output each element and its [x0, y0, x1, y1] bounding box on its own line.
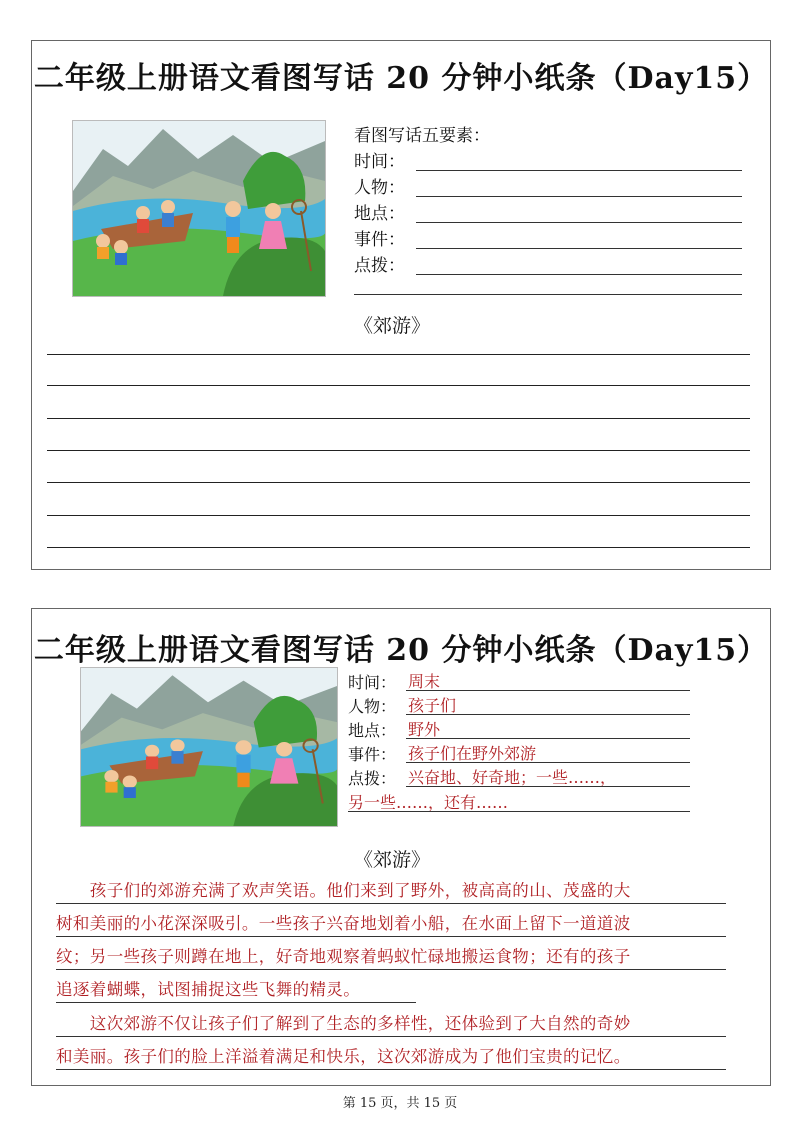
- worksheet-answer: [31, 608, 771, 1086]
- answer-line: [406, 762, 690, 763]
- essay-text: 孩子们的郊游充满了欢声笑语。他们来到了野外，被高高的山、茂盛的大: [56, 881, 631, 900]
- essay-text: 追逐着蝴蝶，试图捕捉这些飞舞的精灵。: [56, 980, 361, 999]
- essay-text: 树和美丽的小花深深吸引。一些孩子兴奋地划着小船，在水面上留下一道道波: [56, 914, 631, 933]
- page-footer: 第 15 页，共 15 页: [342, 1096, 458, 1111]
- element-label: 事件：: [354, 230, 405, 250]
- essay-line: [56, 1040, 726, 1070]
- essay-line: [56, 907, 726, 937]
- answer-row-hint-continued: [348, 790, 690, 812]
- answer-row-event: [348, 741, 690, 763]
- element-row-time: [354, 145, 742, 171]
- elements-heading: 看图写话五要素：: [354, 126, 490, 146]
- writing-line[interactable]: [47, 482, 750, 483]
- element-label: 地点：: [348, 721, 397, 740]
- essay-title: 《郊游》: [354, 849, 431, 871]
- essay-line: [56, 1007, 726, 1037]
- element-answer: 孩子们: [408, 696, 457, 715]
- writing-line[interactable]: [47, 450, 750, 451]
- answer-line: [406, 786, 690, 787]
- element-answer: 野外: [408, 720, 441, 739]
- element-answer: 周末: [408, 672, 441, 691]
- element-row-hint: [354, 249, 742, 275]
- element-row-place: [354, 197, 742, 223]
- element-label: 时间：: [348, 673, 397, 692]
- answer-row-people: [348, 693, 690, 715]
- element-row-event: [354, 223, 742, 249]
- essay-title: 《郊游》: [354, 315, 431, 337]
- element-label: 时间：: [354, 152, 405, 172]
- essay-line: [56, 940, 726, 970]
- answer-line: [406, 690, 690, 691]
- answer-row-time: [348, 669, 690, 691]
- essay-line: [56, 973, 416, 1003]
- worksheet-title: 二年级上册语文看图写话 20 分钟小纸条（Day15）: [33, 61, 769, 96]
- answer-row-hint: [348, 765, 690, 787]
- worksheet-title: 二年级上册语文看图写话 20 分钟小纸条（Day15）: [33, 633, 769, 668]
- element-answer: 兴奋地、好奇地；一些……，: [408, 768, 617, 787]
- writing-line[interactable]: [47, 515, 750, 516]
- outing-scene: [81, 668, 337, 826]
- element-label: 点拨：: [354, 256, 405, 276]
- element-answer: 孩子们在野外郊游: [408, 744, 537, 763]
- answer-line: [348, 811, 690, 812]
- essay-text: 这次郊游不仅让孩子们了解到了生态的多样性，还体验到了大自然的奇妙: [56, 1014, 631, 1033]
- essay-line: [56, 874, 726, 904]
- essay-text: 和美丽。孩子们的脸上洋溢着满足和快乐，这次郊游成为了他们宝贵的记忆。: [56, 1047, 631, 1066]
- outing-illustration: [72, 120, 326, 297]
- writing-line[interactable]: [47, 385, 750, 386]
- element-label: 人物：: [348, 697, 397, 716]
- writing-line[interactable]: [47, 354, 750, 355]
- answer-line: [406, 738, 690, 739]
- element-row-people: [354, 171, 742, 197]
- element-label: 点拨：: [348, 769, 397, 788]
- worksheet-blank: [31, 40, 771, 570]
- essay-text: 纹；另一些孩子则蹲在地上，好奇地观察着蚂蚁忙碌地搬运食物；还有的孩子: [56, 947, 631, 966]
- element-label: 地点：: [354, 204, 405, 224]
- element-answer: 另一些……，还有……: [348, 793, 509, 812]
- writing-line[interactable]: [47, 547, 750, 548]
- answer-line: [406, 714, 690, 715]
- outing-scene: [73, 121, 325, 296]
- answer-row-place: [348, 717, 690, 739]
- blank-line[interactable]: [354, 294, 742, 295]
- blank-line[interactable]: [416, 274, 742, 275]
- element-label: 人物：: [354, 178, 405, 198]
- outing-illustration: [80, 667, 338, 827]
- element-label: 事件：: [348, 745, 397, 764]
- writing-line[interactable]: [47, 418, 750, 419]
